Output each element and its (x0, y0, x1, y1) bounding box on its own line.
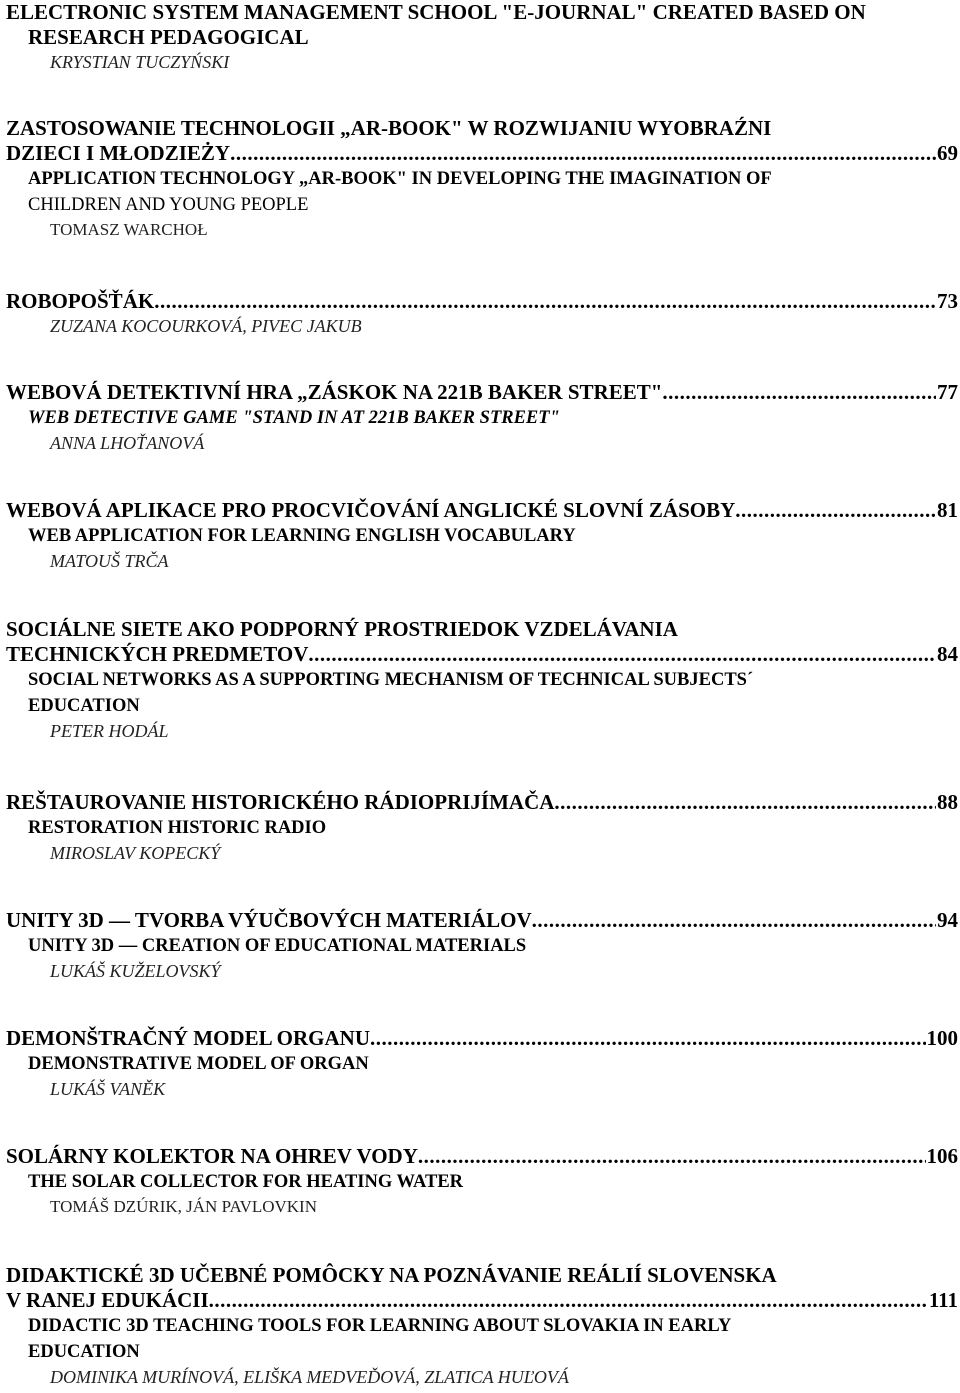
dot-leader (308, 642, 936, 667)
entry-title-row[interactable] (6, 289, 958, 314)
page-number: 77 (937, 380, 958, 404)
entry-english-title: CHILDREN AND YOUNG PEOPLE (28, 195, 309, 215)
entry-title-row[interactable] (6, 1288, 958, 1313)
page-number: 81 (937, 498, 958, 522)
entry-title-row[interactable] (6, 642, 958, 667)
entry-author: ANNA LHOŤANOVÁ (50, 433, 205, 453)
entry-title: V RANEJ EDUKÁCII (6, 1288, 209, 1312)
entry-title-line: SOCIÁLNE SIETE AKO PODPORNÝ PROSTRIEDOK VZDELÁVANIA (6, 617, 678, 641)
toc-entry[interactable] (6, 790, 958, 865)
entry-title-row[interactable] (6, 380, 958, 405)
entry-author: ZUZANA KOCOURKOVÁ, PIVEC JAKUB (50, 316, 362, 336)
page-number: 94 (937, 908, 958, 932)
entry-title: ROBOPOŠŤÁK (6, 289, 155, 313)
entry-title: DEMONŠTRAČNÝ MODEL ORGANU (6, 1026, 371, 1050)
entry-title-row[interactable] (6, 1026, 958, 1051)
dot-leader (554, 790, 936, 815)
toc-entry[interactable] (6, 908, 958, 983)
toc-entry[interactable] (6, 498, 958, 573)
entry-english-title: WEB DETECTIVE GAME "STAND IN AT 221B BAKER STREET" (28, 408, 560, 428)
page-number: 84 (937, 642, 958, 666)
entry-english-title: THE SOLAR COLLECTOR FOR HEATING WATER (28, 1172, 464, 1192)
entry-title-line: ELECTRONIC SYSTEM MANAGEMENT SCHOOL "E-JOURNAL" CREATED BASED ON (6, 0, 866, 24)
entry-title: TECHNICKÝCH PREDMETOV (6, 642, 309, 666)
dot-leader (209, 1288, 928, 1313)
toc-entry[interactable] (6, 289, 958, 338)
entry-english-title: WEB APPLICATION FOR LEARNING ENGLISH VOCABULARY (28, 526, 576, 546)
entry-author: MIROSLAV KOPECKÝ (50, 843, 221, 863)
entry-author: TOMÁŠ DZÚRIK, JÁN PAVLOVKIN (50, 1197, 317, 1216)
dot-leader (532, 908, 936, 933)
entry-author: KRYSTIAN TUCZYŃSKI (50, 52, 230, 72)
page-number: 73 (937, 289, 958, 313)
entry-author: PETER HODÁL (50, 721, 169, 741)
entry-title-line: RESEARCH PEDAGOGICAL (28, 25, 309, 49)
entry-title-row[interactable] (6, 141, 958, 166)
entry-english-title: EDUCATION (28, 1342, 140, 1362)
entry-title-row[interactable] (6, 790, 958, 815)
entry-title: WEBOVÁ DETEKTIVNÍ HRA „ZÁSKOK NA 221B BAKER STREET" (6, 380, 663, 404)
entry-title-line: DIDAKTICKÉ 3D UČEBNÉ POMÔCKY NA POZNÁVANIE REÁLIÍ SLOVENSKA (6, 1263, 777, 1287)
entry-english-title: DIDACTIC 3D TEACHING TOOLS FOR LEARNING ABOUT SLOVAKIA IN EARLY (28, 1316, 732, 1336)
toc-entry[interactable] (6, 380, 958, 455)
entry-english-title: RESTORATION HISTORIC RADIO (28, 818, 327, 838)
page-number: 106 (926, 1144, 958, 1168)
entry-english-title: DEMONSTRATIVE MODEL OF ORGAN (28, 1054, 369, 1074)
dot-leader (418, 1144, 926, 1169)
entry-title: UNITY 3D — TVORBA VÝUČBOVÝCH MATERIÁLOV (6, 908, 532, 932)
dot-leader (154, 289, 936, 314)
dot-leader (735, 498, 936, 523)
toc-entry[interactable] (6, 1144, 958, 1219)
toc-entry[interactable] (6, 116, 958, 242)
entry-title-row[interactable] (6, 498, 958, 523)
entry-author: MATOUŠ TRČA (50, 551, 169, 571)
entry-title: SOLÁRNY KOLEKTOR NA OHREV VODY (6, 1144, 418, 1168)
page-number: 88 (937, 790, 958, 814)
toc-entry (6, 0, 958, 74)
toc-entry[interactable] (6, 1263, 958, 1389)
entry-title: WEBOVÁ APLIKACE PRO PROCVIČOVÁNÍ ANGLICKÉ SLOVNÍ ZÁSOBY (6, 498, 736, 522)
entry-author: TOMASZ WARCHOŁ (50, 220, 208, 239)
entry-english-title: UNITY 3D — CREATION OF EDUCATIONAL MATERIALS (28, 936, 527, 956)
toc-entry[interactable] (6, 1026, 958, 1101)
dot-leader (370, 1026, 925, 1051)
page-number: 69 (937, 141, 958, 165)
page-number: 100 (926, 1026, 958, 1050)
dot-leader (230, 141, 936, 166)
entry-english-title: SOCIAL NETWORKS AS A SUPPORTING MECHANISM OF TECHNICAL SUBJECTS´ (28, 670, 754, 690)
entry-title-line: ZASTOSOWANIE TECHNOLOGII „AR-BOOK" W ROZWIJANIU WYOBRAŹNI (6, 116, 772, 140)
entry-title: DZIECI I MŁODZIEŻY (6, 141, 231, 165)
entry-author: LUKÁŠ VANĚK (50, 1079, 166, 1099)
entry-title: REŠTAUROVANIE HISTORICKÉHO RÁDIOPRIJÍMAČA (6, 790, 555, 814)
entry-english-title: EDUCATION (28, 696, 140, 716)
toc-entry[interactable] (6, 617, 958, 743)
dot-leader (662, 380, 936, 405)
entry-english-title: APPLICATION TECHNOLOGY „AR-BOOK" IN DEVELOPING THE IMAGINATION OF (28, 169, 772, 189)
entry-author: LUKÁŠ KUŽELOVSKÝ (50, 961, 221, 981)
entry-title-row[interactable] (6, 1144, 958, 1169)
entry-title-row[interactable] (6, 908, 958, 933)
entry-author: DOMINIKA MURÍNOVÁ, ELIŠKA MEDVEĎOVÁ, ZLATICA HUĽOVÁ (50, 1367, 569, 1387)
page-number: 111 (928, 1288, 958, 1312)
